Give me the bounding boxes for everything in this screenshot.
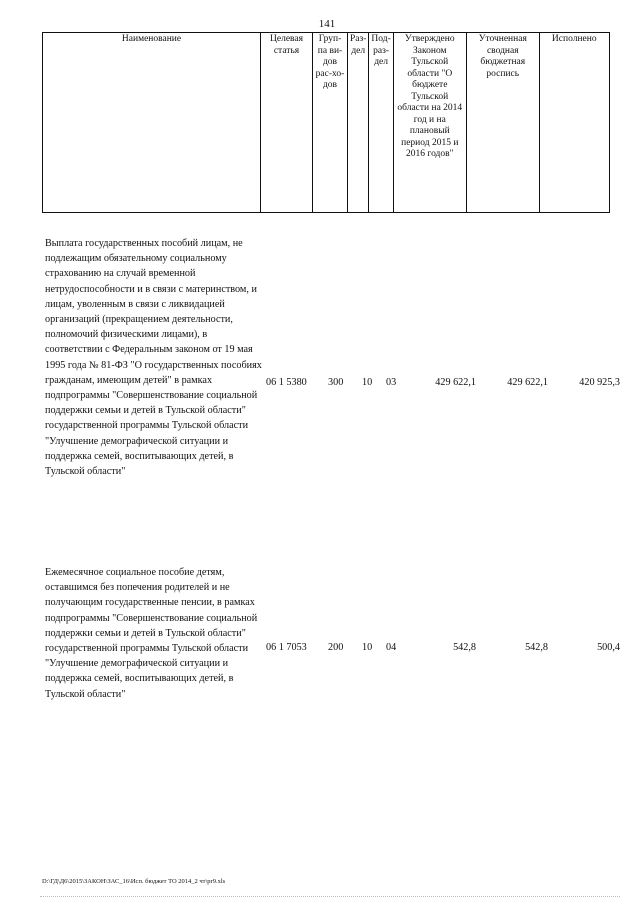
row-subsection: 04 <box>386 642 397 653</box>
page-number: 141 <box>318 18 336 30</box>
row-expense-group: 300 <box>328 377 344 388</box>
row-approved: 542,8 <box>453 642 476 653</box>
file-path-footer: D:\ГД\Д6\2015\ЗАКОН\ЗАС_16\Исп. бюджет ТО 2014_2 чт\pr9.xls <box>42 878 226 885</box>
row-expense-group: 200 <box>328 642 344 653</box>
row-subsection: 03 <box>386 377 397 388</box>
row-target-article: 06 1 7053 <box>266 642 307 653</box>
header-subsection: Под-раз-дел <box>369 33 393 213</box>
row-section: 10 <box>362 642 373 653</box>
row-target-article: 06 1 5380 <box>266 377 307 388</box>
header-target-article: Целевая статья <box>261 33 313 213</box>
column-header-table <box>42 32 610 213</box>
row-executed: 420 925,3 <box>579 377 620 388</box>
header-approved: Утверждено Законом Тульской области "О бюджете Тульской области на 2014 год и на плановый период 2015 и 2016 годов" <box>393 33 466 213</box>
header-expense-group: Груп-па ви-дов рас-хо-дов <box>313 33 348 213</box>
row-executed: 500,4 <box>597 642 620 653</box>
row-section: 10 <box>362 377 373 388</box>
header-executed: Исполнено <box>539 33 609 213</box>
header-name: Наименование <box>43 33 261 213</box>
row-name: Выплата государственных пособий лицам, не подлежащим обязательному социальному страхованию на случай временной нетрудоспособности и в связи с материнством, и лицам, уволенным в связи с ликвидацией организаций (прекращением деятельности, полномочий физическими лицами), в соответствии с Федеральным законом от 19 мая 1995 года № 81-ФЗ "О государственных пособиях гражданам, имеющим детей" в рамках подпрограммы "Совершенствование социальной поддержки семьи и детей в Тульской области" государственной программы Тульской области "Улучшение демографической ситуации и поддержка семей, воспитывающих детей, в Тульской области" <box>45 238 262 478</box>
row-specified: 429 622,1 <box>507 377 548 388</box>
scan-edge-divider <box>40 896 620 897</box>
header-section: Раз-дел <box>348 33 369 213</box>
row-specified: 542,8 <box>525 642 548 653</box>
header-specified: Уточненная сводная бюджетная роспись <box>466 33 539 213</box>
row-name: Ежемесячное социальное пособие детям, оставшимся без попечения родителей и не получающим государственные пенсии, в рамках подпрограммы "Совершенствование социальной поддержки семьи и детей в Тульской области" государственной программы Тульской области "Улучшение демографической ситуации и поддержка семей, воспитывающих детей, в Тульской области" <box>45 567 258 700</box>
row-approved: 429 622,1 <box>435 377 476 388</box>
